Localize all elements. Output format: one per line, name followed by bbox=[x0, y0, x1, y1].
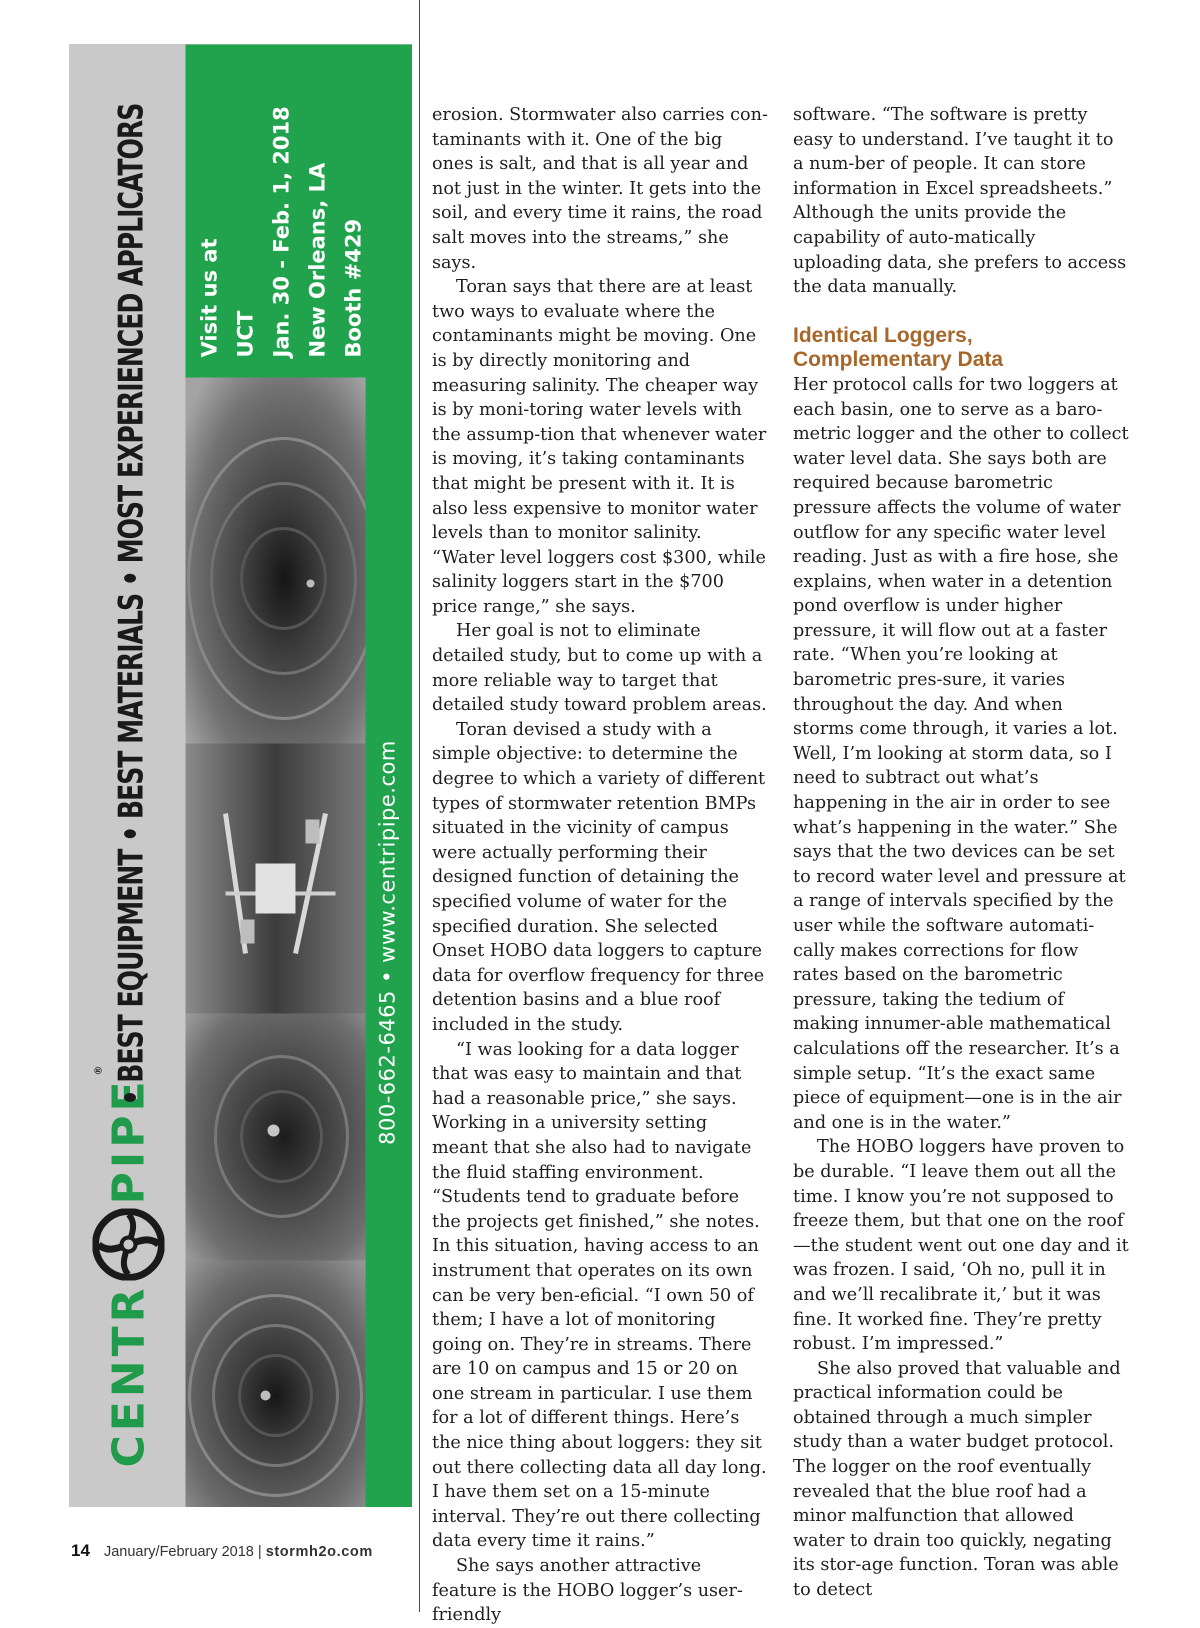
paragraph: “I was looking for a data logger that was easy to maintain and that had a reasonable price,” she says. Working in a university setting meant that she also had to navigate the fluid staffing environment. “Students tend to graduate before the projects get finished,” she notes. In this situation, having access to an instrument that operates on its own can be very ben-eficial. “I own 50 of them; I have a lot of monitoring going on. They’re in streams. There are 10 on campus and 15 or 20 on one stream in particular. I use them for a lot of different things. Here’s the nice thing about loggers: they sit out there collecting data all day long. I have them set on a 15-minute interval. They’re out there collecting data every time it rains.” bbox=[432, 1039, 767, 1552]
ad-event-info bbox=[191, 57, 371, 357]
article-column-1 bbox=[432, 103, 768, 1628]
centripipe-advertisement[interactable] bbox=[69, 44, 412, 1507]
article-column-2 bbox=[793, 103, 1129, 1603]
visit-line: Booth #429 bbox=[341, 218, 365, 357]
brand-right-text: PIPE bbox=[102, 1076, 154, 1204]
visit-line: Visit us at bbox=[197, 237, 221, 357]
ad-contact-link[interactable]: 800-662-6465 • www.centripipe.com bbox=[375, 739, 399, 1145]
ad-brand-strip bbox=[69, 44, 185, 1507]
ad-green-panel bbox=[185, 44, 412, 1507]
gutter-divider bbox=[419, 0, 420, 1612]
paragraph: Her goal is not to eliminate detailed study, but to come up with a more reliable way to target that detailed study toward problem areas. bbox=[432, 621, 767, 716]
section-subhead: Identical Loggers, Complementary Data bbox=[793, 323, 1004, 372]
paragraph: She says another attractive feature is the HOBO logger’s user-friendly bbox=[432, 1556, 743, 1626]
paragraph: Her protocol calls for two loggers at each basin, one to serve as a baro-metric logger and the other to collect water level data. She says both are required because barometric pressure affects the volume of water outflow for any specific water level reading. Just as with a fire hose, she explains, when water in a detention pond overflow is under higher pressure, it will flow out at a faster rate. “When you’re looking at barometric pres-sure, it varies throughout the day. And when storms come through, it varies a lot. Well, I’m looking at storm data, so I need to subtract out what’s happening in the air in order to see what’s happening in the water.” She says that the two devices can be set to record water level and pressure at a range of intervals specified by the user while the software automati-cally makes corrections for flow rates based on the barometric pressure, taking the tedium of making innumer-able mathematical calculations off the researcher. It’s a simple setup. “It’s the exact same piece of equipment—one is in the air and one is in the water.” bbox=[793, 374, 1129, 1133]
paragraph: She also proved that valuable and practical information could be obtained through a much simpler study than a water budget protocol. The logger on the roof eventually revealed that the blue roof had a minor malfunction that allowed water to drain too quickly, negating its stor-age function. Toran was able to detect bbox=[793, 1358, 1121, 1601]
paragraph: erosion. Stormwater also carries con-taminants with it. One of the big ones is salt, and that is all year and not just in the winter. It gets into the soil, and every time it rains, the road salt moves into the streams,” she says. bbox=[432, 105, 768, 273]
pipe-photo-3 bbox=[185, 743, 365, 1013]
brand-left-text: CENTR bbox=[102, 1283, 154, 1467]
registered-mark: ® bbox=[93, 1060, 104, 1075]
centripipe-logo bbox=[93, 1061, 163, 1467]
visit-line: New Orleans, LA bbox=[305, 162, 329, 357]
ad-tagline: • BEST EQUIPMENT • BEST MATERIALS • MOST EXPERIENCED APPLICATORS bbox=[111, 103, 151, 1105]
pipe-photo-2 bbox=[185, 1013, 365, 1260]
issue-date: January/February 2018 bbox=[103, 1544, 254, 1560]
footer-separator: | bbox=[257, 1544, 262, 1560]
site-link[interactable]: stormh2o.com bbox=[265, 1544, 373, 1560]
pipe-photo-strip bbox=[185, 377, 365, 1507]
visit-line: UCT bbox=[233, 310, 257, 357]
page-footer bbox=[71, 1541, 373, 1561]
page-number: 14 bbox=[71, 1541, 90, 1560]
paragraph: Toran devised a study with a simple objective: to determine the degree to which a variety of different types of stormwater retention BMPs situated in the vicinity of campus were actually performing their designed function of detaining the specified volume of water for the specified duration. She selected Onset HOBO data loggers to capture data for overflow frequency for three detention basins and a blue roof included in the study. bbox=[432, 719, 766, 1035]
ad-rotated-content bbox=[69, 44, 412, 1507]
pipe-photo-4 bbox=[185, 377, 365, 743]
visit-line: Jan. 30 - Feb. 1, 2018 bbox=[269, 105, 293, 357]
centripipe-swirl-icon bbox=[90, 1206, 166, 1282]
paragraph: Toran says that there are at least two ways to evaluate where the contaminants might be moving. One is by directly monitoring and measuring salinity. The cheaper way is by moni-toring water levels with the assump-tion that whenever water is moving, it’s taking contaminants that might be present with it. It is also less expensive to monitor water levels than to monitor salinity. “Water level loggers cost $300, while salinity loggers start in the $700 price range,” she says. bbox=[432, 277, 767, 617]
paragraph: software. “The software is pretty easy to understand. I’ve taught it to a num-ber of people. It can store information in Excel spreadsheets.” Although the units provide the capability of auto-matically uploading data, she prefers to access the data manually. bbox=[793, 105, 1127, 298]
paragraph: The HOBO loggers have proven to be durable. “I leave them out all the time. I know you’re not supposed to freeze them, but that one on the roof—the student went out one day and it was frozen. I said, ‘Oh no, pull it in and we’ll recalibrate it,’ but it was fine. It worked fine. They’re pretty robust. I’m impressed.” bbox=[793, 1137, 1129, 1355]
pipe-photo-1 bbox=[185, 1260, 365, 1507]
